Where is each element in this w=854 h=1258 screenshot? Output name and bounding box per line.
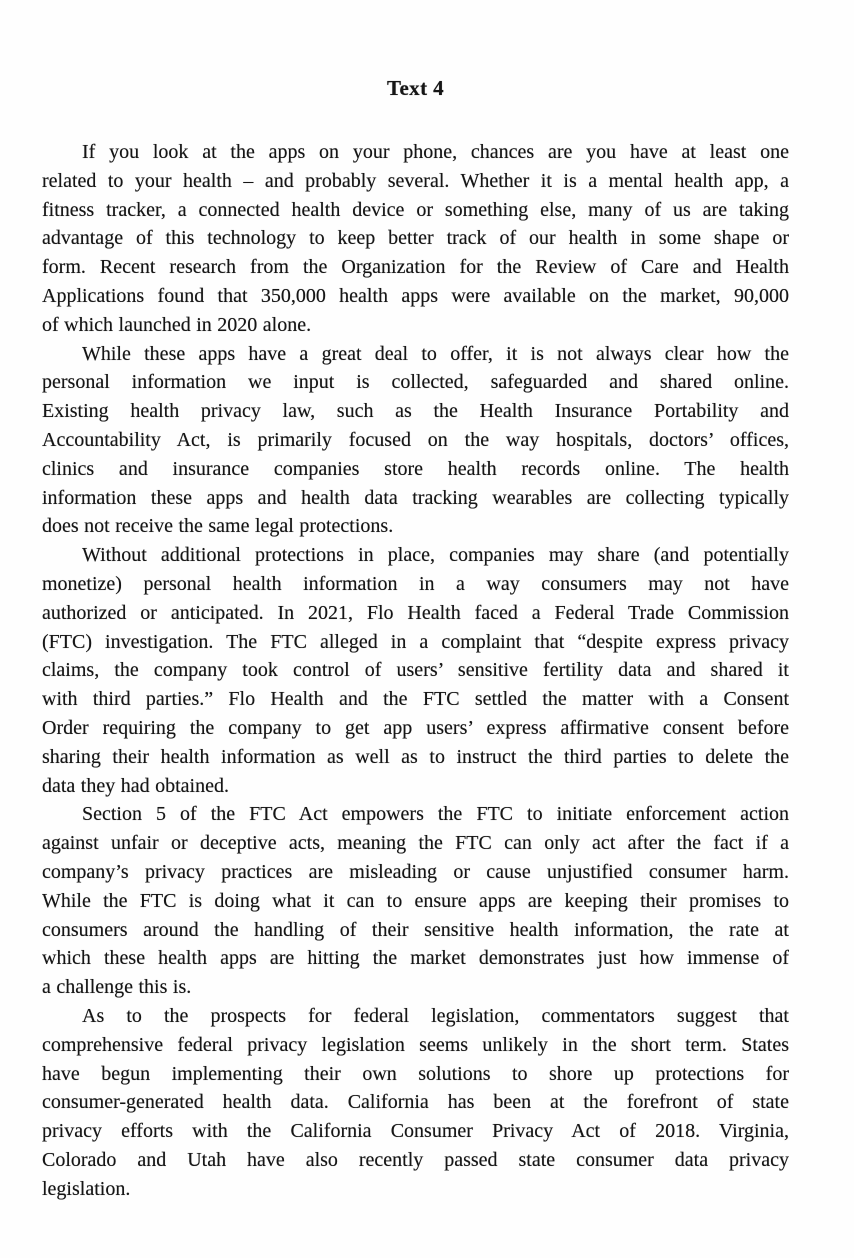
text-line: claims, the company took control of users’ sensitive fertility data and shared it	[42, 659, 789, 682]
text-line: related to your health – and probably several. Whether it is a mental health app, a	[42, 169, 789, 192]
text-line: form. Recent research from the Organization for the Review of Care and Health	[42, 256, 789, 279]
text-line: clinics and insurance companies store health records online. The health	[42, 457, 789, 480]
paragraph	[42, 1002, 789, 1204]
text-line: against unfair or deceptive acts, meaning the FTC can only act after the fact if a	[42, 832, 789, 855]
text-line: privacy efforts with the California Consumer Privacy Act of 2018. Virginia,	[42, 1120, 789, 1143]
paragraph	[42, 541, 789, 800]
text-line: monetize) personal health information in a way consumers may not have	[42, 572, 789, 595]
text-line: authorized or anticipated. In 2021, Flo Health faced a Federal Trade Commission	[42, 601, 789, 624]
text-line: a challenge this is.	[42, 976, 192, 999]
document-title: Text 4	[386, 76, 445, 100]
text-line: advantage of this technology to keep better track of our health in some shape or	[42, 227, 789, 250]
paragraph	[42, 340, 789, 542]
text-line: sharing their health information as well as to instruct the third parties to delete the	[42, 745, 789, 768]
text-line: Without additional protections in place, companies may share (and potentially	[82, 544, 789, 567]
text-line: data they had obtained.	[42, 774, 229, 797]
text-line: consumer-generated health data. California has been at the forefront of state	[42, 1091, 789, 1114]
text-line: (FTC) investigation. The FTC alleged in a complaint that “despite express privacy	[42, 630, 789, 653]
text-line: Order requiring the company to get app users’ express affirmative consent before	[42, 716, 789, 739]
text-line: does not receive the same legal protections.	[42, 515, 394, 538]
text-line: which these health apps are hitting the market demonstrates just how immense of	[42, 947, 789, 970]
text-line: As to the prospects for federal legislation, commentators suggest that	[82, 1004, 789, 1027]
text-line: While these apps have a great deal to offer, it is not always clear how the	[82, 342, 789, 365]
text-line: While the FTC is doing what it can to ensure apps are keeping their promises to	[42, 889, 789, 912]
paragraph	[42, 138, 789, 340]
text-line: legislation.	[42, 1177, 131, 1200]
text-line: Applications found that 350,000 health apps were available on the market, 90,000	[42, 284, 789, 307]
text-line: with third parties.” Flo Health and the FTC settled the matter with a Consent	[42, 688, 789, 711]
text-line: comprehensive federal privacy legislation seems unlikely in the short term. States	[42, 1033, 789, 1056]
paragraph	[42, 800, 789, 1002]
text-line: company’s privacy practices are misleading or cause unjustified consumer harm.	[42, 860, 789, 883]
text-line: If you look at the apps on your phone, chances are you have at least one	[82, 141, 789, 163]
document-body	[42, 138, 789, 1203]
text-line: have begun implementing their own solutions to shore up protections for	[42, 1062, 789, 1085]
text-line: of which launched in 2020 alone.	[42, 313, 312, 336]
text-line: fitness tracker, a connected health device or something else, many of us are taking	[42, 198, 789, 221]
text-line: Accountability Act, is primarily focused on the way hospitals, doctors’ offices,	[42, 428, 789, 451]
text-line: consumers around the handling of their sensitive health information, the rate at	[42, 918, 789, 941]
text-line: Existing health privacy law, such as the Health Insurance Portability and	[42, 400, 789, 423]
text-line: Colorado and Utah have also recently passed state consumer data privacy	[42, 1148, 789, 1171]
text-line: Section 5 of the FTC Act empowers the FTC to initiate enforcement action	[82, 803, 789, 826]
text-line: information these apps and health data tracking wearables are collecting typically	[42, 486, 789, 509]
text-line: personal information we input is collected, safeguarded and shared online.	[42, 371, 789, 394]
